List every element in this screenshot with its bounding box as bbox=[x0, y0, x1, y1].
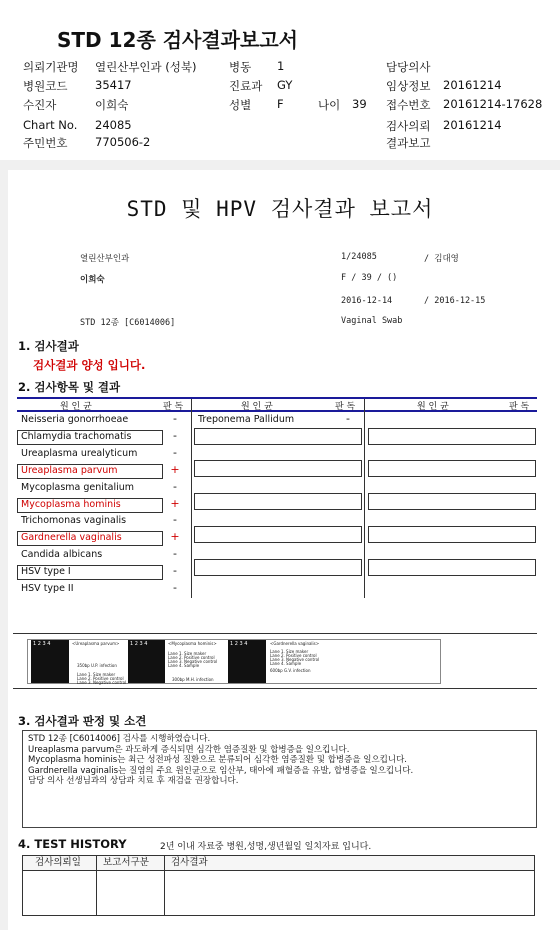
label-clinical: 임상정보 bbox=[386, 79, 431, 93]
organism-name: Trichomonas vaginalis bbox=[21, 515, 127, 527]
col-org-3: 원 인 균 bbox=[417, 402, 449, 412]
organism-result: - bbox=[173, 445, 177, 459]
result-box bbox=[368, 526, 536, 543]
value-ward: 1 bbox=[277, 59, 285, 73]
comment-line: 담당 의사 선생님과의 상담과 치료 후 재검을 권장합니다. bbox=[28, 776, 239, 787]
gel3-legend3: Lane 3. Negative control bbox=[270, 657, 320, 662]
value-sex: F bbox=[277, 97, 284, 111]
report-id: 1/24085 bbox=[341, 252, 377, 262]
history-header-row bbox=[23, 856, 534, 871]
gel2-legend2: Lane 2. Positive control bbox=[168, 655, 215, 660]
section3-title: 3. 검사결과 판정 및 소견 bbox=[18, 714, 147, 728]
value-patient: 이희숙 bbox=[95, 98, 129, 112]
section1-title: 1. 검사결과 bbox=[18, 339, 79, 353]
value-age: 39 bbox=[352, 97, 367, 111]
gel3-band: 600bp G.V. infection bbox=[270, 668, 311, 673]
result-box bbox=[368, 493, 536, 510]
comment-line: Gardnerella vaginalis는 질염의 주요 원인균으로 임산부, 태아에 패혈증을 유발, 합병증을 일으킵니다. bbox=[28, 765, 414, 776]
label-sex: 성별 bbox=[229, 98, 252, 112]
label-hospital-code: 병원코드 bbox=[23, 79, 68, 93]
gel2-title: <Mycoplasma hominis> bbox=[168, 641, 217, 646]
comment-box bbox=[22, 730, 537, 828]
organism-result: - bbox=[173, 513, 177, 527]
report-title: STD 및 HPV 검사결과 보고서 bbox=[126, 197, 434, 221]
section4-note: 2년 이내 자료중 병원,성명,생년월일 일치자료 입니다. bbox=[160, 842, 372, 852]
value-hospital-code: 35417 bbox=[95, 78, 132, 92]
organism-name: Chlamydia trachomatis bbox=[21, 430, 132, 442]
org-treponema: Treponema Pallidum bbox=[198, 414, 295, 425]
col-org-2: 원 인 균 bbox=[241, 402, 273, 412]
organism-result: + bbox=[170, 496, 180, 510]
report-date-end: / 2016-12-15 bbox=[424, 296, 486, 306]
col-judge-2: 판 독 bbox=[335, 402, 356, 412]
label-chart: Chart No. bbox=[23, 118, 78, 132]
results-table-header bbox=[17, 397, 537, 412]
value-clinical: 20161214 bbox=[443, 78, 502, 92]
label-resident: 주민번호 bbox=[23, 136, 68, 150]
col-org-1: 원 인 균 bbox=[60, 402, 92, 412]
col-judge-3: 판 독 bbox=[509, 402, 530, 412]
label-dept: 진료과 bbox=[229, 79, 263, 93]
organism-result: - bbox=[173, 428, 177, 442]
comment-line: STD 12종 [C6014006] 검사를 시행하였습니다. bbox=[28, 734, 211, 744]
gel2-lanes: 1 2 3 4 bbox=[130, 641, 148, 647]
value-resident: 770506-2 bbox=[95, 135, 151, 149]
gel3-legend1: Lane 1. Size maker bbox=[270, 649, 309, 654]
result-box bbox=[194, 493, 362, 510]
organism-result: - bbox=[173, 479, 177, 493]
col-judge-1: 판 독 bbox=[163, 402, 184, 412]
gel3-lanes: 1 2 3 4 bbox=[230, 641, 248, 647]
organism-name: Neisseria gonorrhoeae bbox=[21, 414, 129, 425]
result-box bbox=[368, 460, 536, 477]
label-report: 결과보고 bbox=[386, 136, 431, 150]
value-request: 20161214 bbox=[443, 118, 502, 132]
organism-result: + bbox=[170, 462, 180, 476]
header-title: STD 12종 검사결과보고서 bbox=[57, 28, 298, 52]
label-request: 검사의뢰 bbox=[386, 119, 431, 133]
gel2-legend1: Lane 1. Size maker bbox=[168, 651, 207, 656]
section4-title: 4. TEST HISTORY bbox=[18, 837, 127, 851]
section1-result: 검사결과 양성 입니다. bbox=[33, 358, 146, 372]
gel1-legend1: Lane 1. Size maker bbox=[77, 672, 116, 677]
gel1-legend3: Lane 3. Negative control bbox=[77, 680, 127, 685]
report-test-code: STD 12종 [C6014006] bbox=[80, 318, 176, 328]
report-patient: 이희숙 bbox=[80, 275, 105, 285]
report-clinic: 열린산부인과 bbox=[80, 254, 130, 264]
organism-result: - bbox=[173, 581, 177, 594]
result-box bbox=[368, 428, 536, 445]
comment-line: Ureaplasma parvum은 과도하게 증식되면 심각한 염증질환 및 합병증을 일으킵니다. bbox=[28, 744, 350, 755]
gel3-title: <Gardnerella vaginalis> bbox=[270, 641, 320, 646]
gel1-band: 350bp U.P. infection bbox=[77, 663, 117, 668]
value-receipt: 20161214-17628 bbox=[443, 97, 543, 111]
organism-name: Ureaplasma parvum bbox=[21, 464, 118, 476]
report-specimen: Vaginal Swab bbox=[341, 316, 403, 326]
res-treponema: - bbox=[346, 412, 350, 425]
history-col-date: 검사의뢰일 bbox=[23, 856, 97, 870]
history-col-result: 검사결과 bbox=[171, 857, 208, 868]
value-chart: 24085 bbox=[95, 118, 132, 132]
section2-title: 2. 검사항목 및 결과 bbox=[18, 380, 121, 394]
label-institution: 의뢰기관명 bbox=[23, 60, 79, 74]
label-receipt: 접수번호 bbox=[386, 98, 431, 112]
organism-name: Ureaplasma urealyticum bbox=[21, 447, 138, 459]
organism-name: Mycoplasma hominis bbox=[21, 498, 121, 510]
report-date-start: 2016-12-14 bbox=[341, 296, 393, 306]
history-table bbox=[22, 855, 535, 916]
gel1-lanes: 1 2 3 4 bbox=[33, 641, 51, 647]
organism-name: Gardnerella vaginalis bbox=[21, 532, 122, 544]
organism-name: Mycoplasma genitalium bbox=[21, 481, 135, 493]
gel1-title: <Ureaplasma parvum> bbox=[72, 641, 120, 646]
column-divider-1 bbox=[191, 399, 192, 598]
gel2-band: 300bp M.H. infection bbox=[172, 677, 214, 682]
result-box bbox=[194, 428, 362, 445]
label-patient: 수진자 bbox=[23, 98, 57, 112]
result-box bbox=[368, 559, 536, 576]
comment-line: Mycoplasma hominis는 최근 성전파성 질환으로 분류되어 심각한 염증질환 및 합병증을 일으킵니다. bbox=[28, 755, 408, 766]
result-box bbox=[194, 559, 362, 576]
history-empty-row bbox=[23, 871, 534, 915]
column-divider-2 bbox=[364, 399, 365, 598]
organism-name: HSV type I bbox=[21, 566, 71, 578]
label-ward: 병동 bbox=[229, 60, 252, 74]
result-box bbox=[194, 460, 362, 477]
value-dept: GY bbox=[277, 78, 293, 92]
gel3-legend4: Lane 4. Sample bbox=[270, 661, 302, 666]
organism-result: - bbox=[173, 547, 177, 561]
gel3-legend2: Lane 2. Positive control bbox=[270, 653, 317, 658]
organism-name: Candida albicans bbox=[21, 549, 103, 561]
gel2-legend3: Lane 3. Negative control bbox=[168, 659, 218, 664]
label-age: 나이 bbox=[318, 98, 341, 112]
report-doctor: / 김대영 bbox=[424, 254, 459, 264]
organism-result: - bbox=[173, 412, 177, 425]
result-box bbox=[194, 526, 362, 543]
report-sex-age: F / 39 / () bbox=[341, 273, 398, 283]
organism-result: - bbox=[173, 564, 177, 578]
organism-result: + bbox=[170, 530, 180, 544]
gel1-legend2: Lane 2. Positive control bbox=[77, 676, 124, 681]
label-doctor: 담당의사 bbox=[386, 60, 431, 74]
organism-name: HSV type II bbox=[21, 583, 74, 594]
history-col-type: 보고서구분 bbox=[97, 856, 165, 870]
gel2-legend4: Lane 4. Sample bbox=[168, 663, 200, 668]
value-institution: 열린산부인과 (성북) bbox=[95, 60, 197, 74]
